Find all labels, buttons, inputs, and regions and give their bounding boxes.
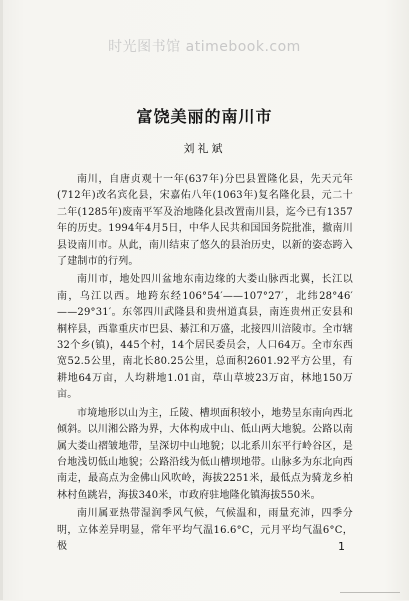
paragraph-location: 南川市，地处四川盆地东南边缘的大娄山脉西北翼，长江以南，乌江以西。地跨东经106°54′——107°27′，北纬28°46′——29°31′。东邻四川武隆县和贵州道真县，南连贵州正安县和桐梓县，西靠重庆市巴县、綦江和万盛，北接四川涪陵市。全市辖32个乡(镇)，445个村，14个居民委员会，人口64万。全市东西宽52.5公里，南北长80.25公里，总面积2601.92平方公里，有耕地64万亩，人均耕地1.01亩，草山草坡23万亩，林地150万亩。 bbox=[57, 274, 353, 401]
paragraph-climate: 南川属亚热带湿润季风气候，气候温和，雨量充沛，四季分明，立体差异明显，常年平均气温16.6°C，元月平均气温6°C，极 bbox=[57, 508, 353, 552]
scan-edge-shadow bbox=[0, 0, 3, 600]
article-title: 富饶美丽的南川市 bbox=[136, 107, 273, 126]
author-name: 刘礼斌 bbox=[183, 142, 226, 155]
paragraph-history: 南川，自唐贞观十一年(637年)分巴县置隆化县，先天元年(712年)改名宾化县，宋嘉佑八年(1063年)复名隆化县，元二十二年(1285年)废南平军及治地隆化县改置南川县，迄今已有1357年的历史。1994年4月5日，中华人民共和国国务院批准，撤南川县设南川市。从此，南川结束了悠久的县治历史，以新的姿态跨入了建制市的行列。 bbox=[57, 174, 353, 268]
page-number: 1 bbox=[338, 540, 345, 553]
article-body bbox=[57, 172, 353, 555]
paragraph-terrain: 市境地形以山为主，丘陵、槽坝面积较小，地势呈东南向西北倾斜。以川湘公路为界，大体构成中山、低山两大地貌。公路以南属大娄山褶皱地带，呈深切中山地貌；以北系川东平行岭谷区，是台地浅切低山地貌；公路沿线为低山槽坝地带。山脉多为东北向西南走，最高点为金佛山风吹岭，海拔2251米，最低点为骑龙乡柏林村鱼跳岩，海拔340米，市政府驻地隆化镇海拔550米。 bbox=[57, 407, 353, 501]
watermark: 时光图书馆 atimebook.com bbox=[108, 39, 301, 55]
